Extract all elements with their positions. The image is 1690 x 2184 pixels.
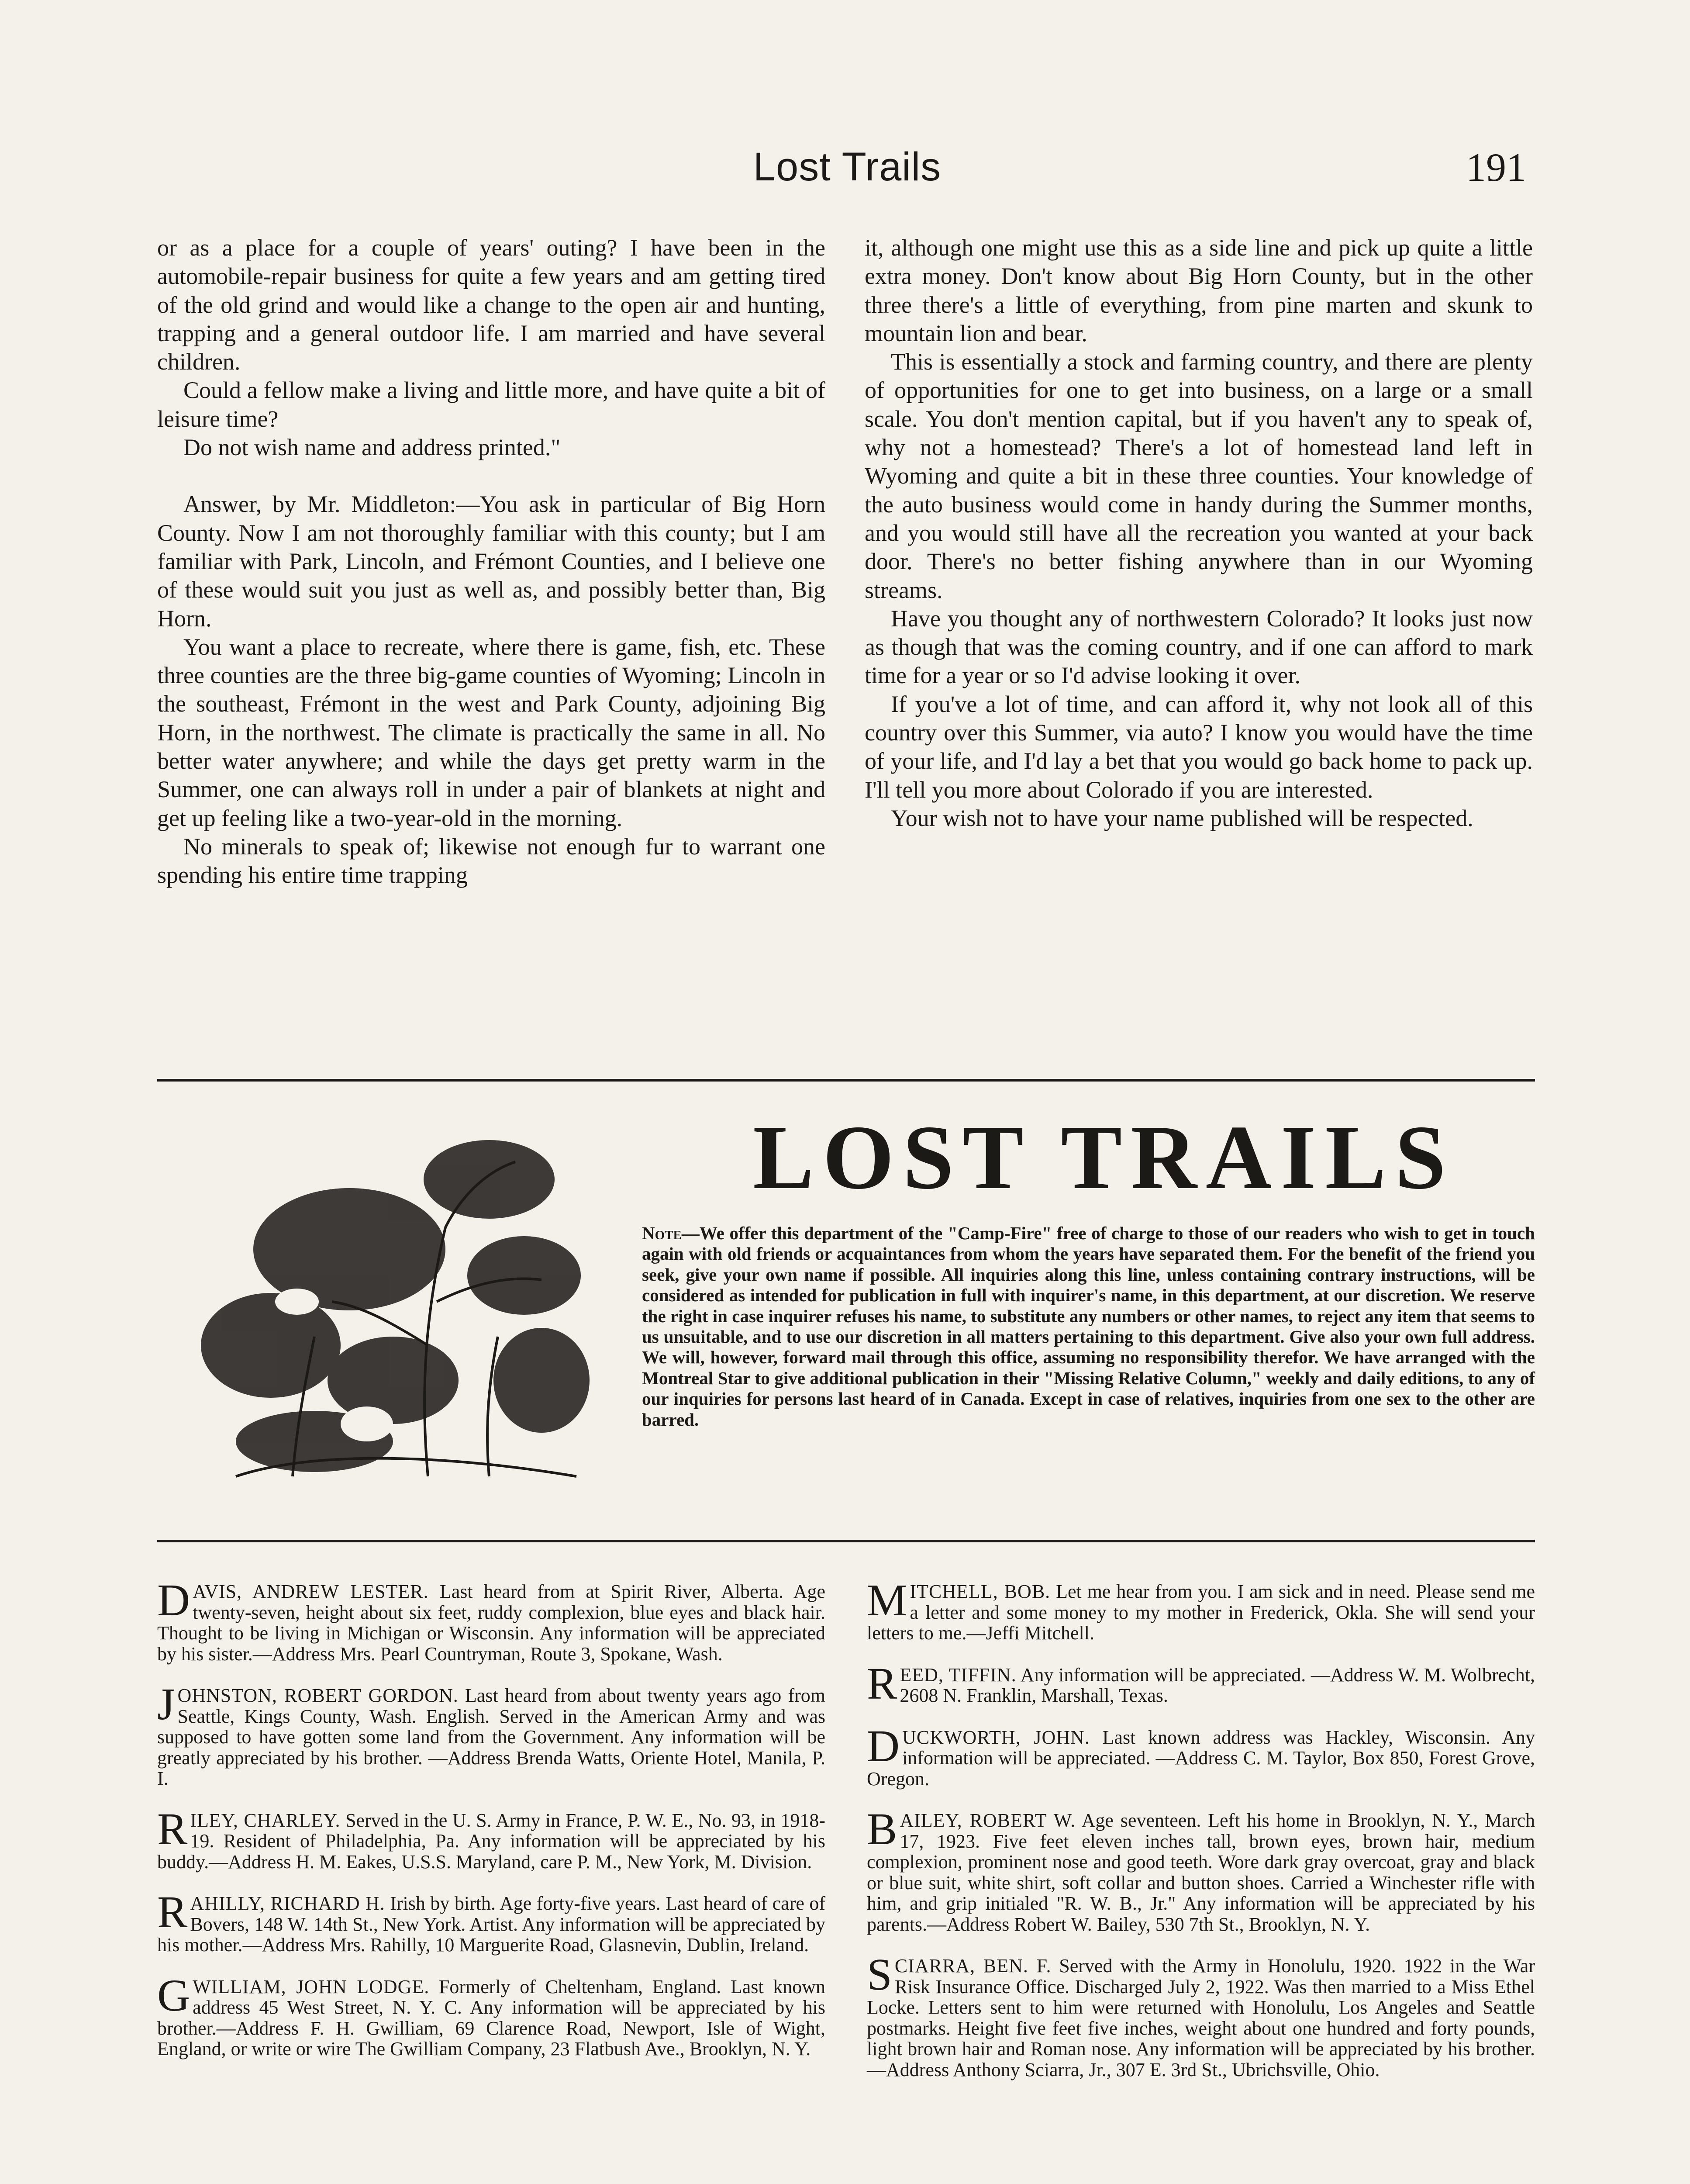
inquiry-name: UCKWORTH, JOHN. [902, 1726, 1090, 1748]
drop-initial: D [867, 1721, 900, 1771]
inquiry-entry [867, 1575, 1535, 1644]
inquiry-text: Formerly of Cheltenham, England. Last known address 45 West Street, N. Y. C. Any information will be appreciated by his brother.—Address F. H. Gwilliam, 69 Clarence Road, Newport, Isle of Wight, England, or write or wire The Gwilliam Company, 23 Flatbush Ave., Brooklyn, N. Y. [157, 1976, 825, 2060]
section-divider-bottom [157, 1540, 1535, 1542]
inquiry-entry [867, 1949, 1535, 2080]
inquiry-entry [157, 1575, 826, 1665]
running-head [0, 144, 1690, 197]
inquiry-entry [867, 1804, 1535, 1935]
inquiry-name: AVIS, ANDREW LESTER. [193, 1581, 429, 1602]
drop-initial: R [157, 1804, 188, 1854]
inquiry-text: Let me hear from you. I am sick and in need. Please send me a letter and some money to my mother in Frederick, Okla. She will send your letters to me.—Jeffi Mitchell. [867, 1581, 1535, 1644]
inquiries-right-column [867, 1575, 1535, 2101]
inquiry-entry [867, 1721, 1535, 1790]
inquiry-text: Last heard from at Spirit River, Alberta. Age twenty-seven, height about six feet, ruddy complexion, blue eyes and black hair. Thought to be living in Michigan or Wisconsin. Any information will be appreciated by his sister.—Address Mrs. Pearl Countryman, Route 3, Spokane, Wash. [157, 1581, 826, 1665]
article-paragraph: If you've a lot of time, and can afford it, why not look all of this country over this Summer, via auto? I know you would have the time of your life, and I'd lay a bet that you would go back home to pack up. I'll tell you more about Colorado if you are interested. [865, 691, 1533, 803]
drop-initial: J [157, 1679, 175, 1729]
inquiry-entry [157, 1804, 825, 1873]
article-paragraph: Do not wish name and address printed." [183, 434, 561, 461]
page-number: 191 [1466, 145, 1526, 190]
note-label: Note [642, 1223, 682, 1243]
running-title: Lost Trails [753, 145, 942, 189]
article-paragraph: Have you thought any of northwestern Colorado? It looks just now as though that was the coming country, and if one can afford to mark time for a year or so I'd advise looking it over. [865, 605, 1533, 689]
forest-illustration-icon [183, 1118, 598, 1494]
article-left-column [157, 234, 825, 890]
article-paragraph: or as a place for a couple of years' outing? I have been in the automobile-repair business for quite a few years and am getting tired of the old grind and would like a change to the open air and hunting, trapping and a general outdoor life. I am married and have several children. [157, 235, 825, 375]
inquiry-text: Served in the U. S. Army in France, P. W. E., No. 93, in 1918-19. Resident of Philadelphia, Pa. Any information will be appreciated by his buddy.—Address H. M. Eakes, U.S.S. Maryland, care P. M., New York, M. Division. [157, 1809, 825, 1873]
section-divider-top [157, 1079, 1535, 1082]
drop-initial: B [867, 1804, 897, 1854]
article-paragraph: No minerals to speak of; likewise not enough fur to warrant one spending his entire time trapping [157, 833, 825, 888]
inquiry-entry [157, 1887, 826, 1956]
inquiry-entry [157, 1970, 825, 2060]
inquiry-entry [157, 1679, 825, 1789]
inquiry-name: AILEY, ROBERT W. [900, 1810, 1076, 1831]
department-title: LOST TRAILS [752, 1107, 1455, 1208]
inquiry-text: Last known address was Hackley, Wisconsin. Any information will be appreciated. —Address C. M. Taylor, Box 850, Forest Grove, Oregon. [867, 1726, 1535, 1790]
drop-initial: M [867, 1575, 907, 1625]
inquiry-text: Last heard from about twenty years ago from Seattle, Kings County, Wash. English. Served in the American Army and was supposed to have gotten some land from the Government. Any information will be greatly appreciated by his brother. —Address Brenda Watts, Oriente Hotel, Manila, P. I. [157, 1685, 825, 1789]
inquiry-name: WILLIAM, JOHN LODGE. [193, 1976, 430, 1997]
inquiry-name: AHILLY, RICHARD H. [190, 1893, 385, 1914]
inquiry-name: OHNSTON, ROBERT GORDON. [177, 1685, 459, 1706]
drop-initial: R [157, 1887, 188, 1937]
department-note [642, 1223, 1535, 1430]
inquiry-text: Irish by birth. Age forty-five years. Last heard of care of Bovers, 148 W. 14th St., New York. Artist. Any information will be appreciated by his mother.—Address Mrs. Rahilly, 10 Marguerite Road, Glasnevin, Dublin, Ireland. [157, 1893, 826, 1956]
inquiry-text: Age seventeen. Left his home in Brooklyn, N. Y., March 17, 1923. Five feet eleven inches tall, brown eyes, brown hair, medium complexion, prominent nose and good teeth. Wore dark gray overcoat, gray and black or blue suit, white shirt, soft collar and button shoes. Carried a Winchester rifle with him, and grip initialed "R. W. B., Jr." Any information will be appreciated by his parents.—Address Robert W. Bailey, 530 7th St., Brooklyn, N. Y. [867, 1810, 1535, 1935]
inquiry-name: CIARRA, BEN. F. [894, 1955, 1052, 1977]
drop-initial: D [157, 1575, 190, 1625]
article-paragraph: it, although one might use this as a side line and pick up quite a little extra money. Don't know about Big Horn County, but in the other three there's a little of everything, from pine marten and skunk to mountain lion and bear. [865, 235, 1533, 346]
drop-initial: S [867, 1949, 892, 2000]
inquiry-text: Any information will be appreciated. —Address W. M. Wolbrecht, 2608 N. Franklin, Marshall, Texas. [900, 1664, 1535, 1706]
inquiries-left-column [157, 1575, 826, 2080]
inquiries-section [157, 1575, 1535, 2184]
article-paragraph: Could a fellow make a living and little more, and have quite a bit of leisure time? [157, 377, 825, 432]
article-paragraph: Your wish not to have your name published will be respected. [891, 805, 1473, 831]
note-text: —We offer this department of the "Camp-Fire" free of charge to those of our readers who wish to get in touch again with old friends or acquaintances from whom the years have separated them. For the benefit of the friend you seek, give your own name if possible. All inquiries along this line, unless containing contrary instructions, will be considered as intended for publication in full with inquirer's name, in this department, at our discretion. We reserve the right in case inquirer refuses his name, to substitute any numbers or other names, to reject any item that seems to us unsuitable, and to use our discretion in all matters pertaining to this department. Give also your own full address. We will, however, forward mail through this office, assuming no responsibility therefor. We have arranged with the Montreal Star to give additional publication in their "Missing Relative Column," weekly and daily editions, to any of our inquiries for persons last heard of in Canada. Except in case of relatives, inquiries from one sex to the other are barred. [642, 1223, 1535, 1430]
article-section [157, 234, 1535, 1046]
inquiry-name: EED, TIFFIN. [900, 1664, 1017, 1686]
article-paragraph: Answer, by Mr. Middleton:—You ask in particular of Big Horn County. Now I am not thoroughly familiar with this county; but I am familiar with Park, Lincoln, and Frémont Counties, and I believe one of these would suit you just as well as, and possibly better than, Big Horn. [157, 491, 825, 632]
inquiry-name: ITCHELL, BOB. [910, 1581, 1051, 1602]
inquiry-entry [867, 1658, 1535, 1709]
article-paragraph: You want a place to recreate, where there is game, fish, etc. These three counties are the three big-game counties of Wyoming; Lincoln in the southeast, Frémont in the west and Park County, adjoining Big Horn, in the northwest. The climate is practically the same in all. No better water anywhere; and while the days get pretty warm in the Summer, one can always roll in under a pair of blankets at night and get up feeling like a two-year-old in the morning. [157, 633, 825, 831]
article-paragraph: This is essentially a stock and farming country, and there are plenty of opportunities for one to get into business, on a large or a small scale. You don't mention capital, but if you haven't any to speak of, why not a homestead? There's a lot of homestead land left in Wyoming and quite a bit in these three counties. Your knowledge of the auto business would come in handy during the Summer months, and you would still have all the recreation you wanted at your back door. There's no better fishing anywhere than in our Wyoming streams. [865, 349, 1533, 603]
inquiry-text: Served with the Army in Honolulu, 1920. 1922 in the War Risk Insurance Office. Discharged July 2, 1922. Was then married to a Miss Ethel Locke. Letters sent to him were returned with Honolulu, Los Angeles and Seattle postmarks. Height five feet five inches, weight about one hundred and forty pounds, light brown hair and Roman nose. Any information will be appreciated by his brother.—Address Anthony Sciarra, Jr., 307 E. 3rd St., Ubrichsville, Ohio. [867, 1955, 1535, 2080]
drop-initial: G [157, 1970, 190, 2021]
article-right-column [865, 234, 1533, 833]
inquiry-name: ILEY, CHARLEY. [190, 1809, 341, 1831]
drop-initial: R [867, 1658, 897, 1709]
